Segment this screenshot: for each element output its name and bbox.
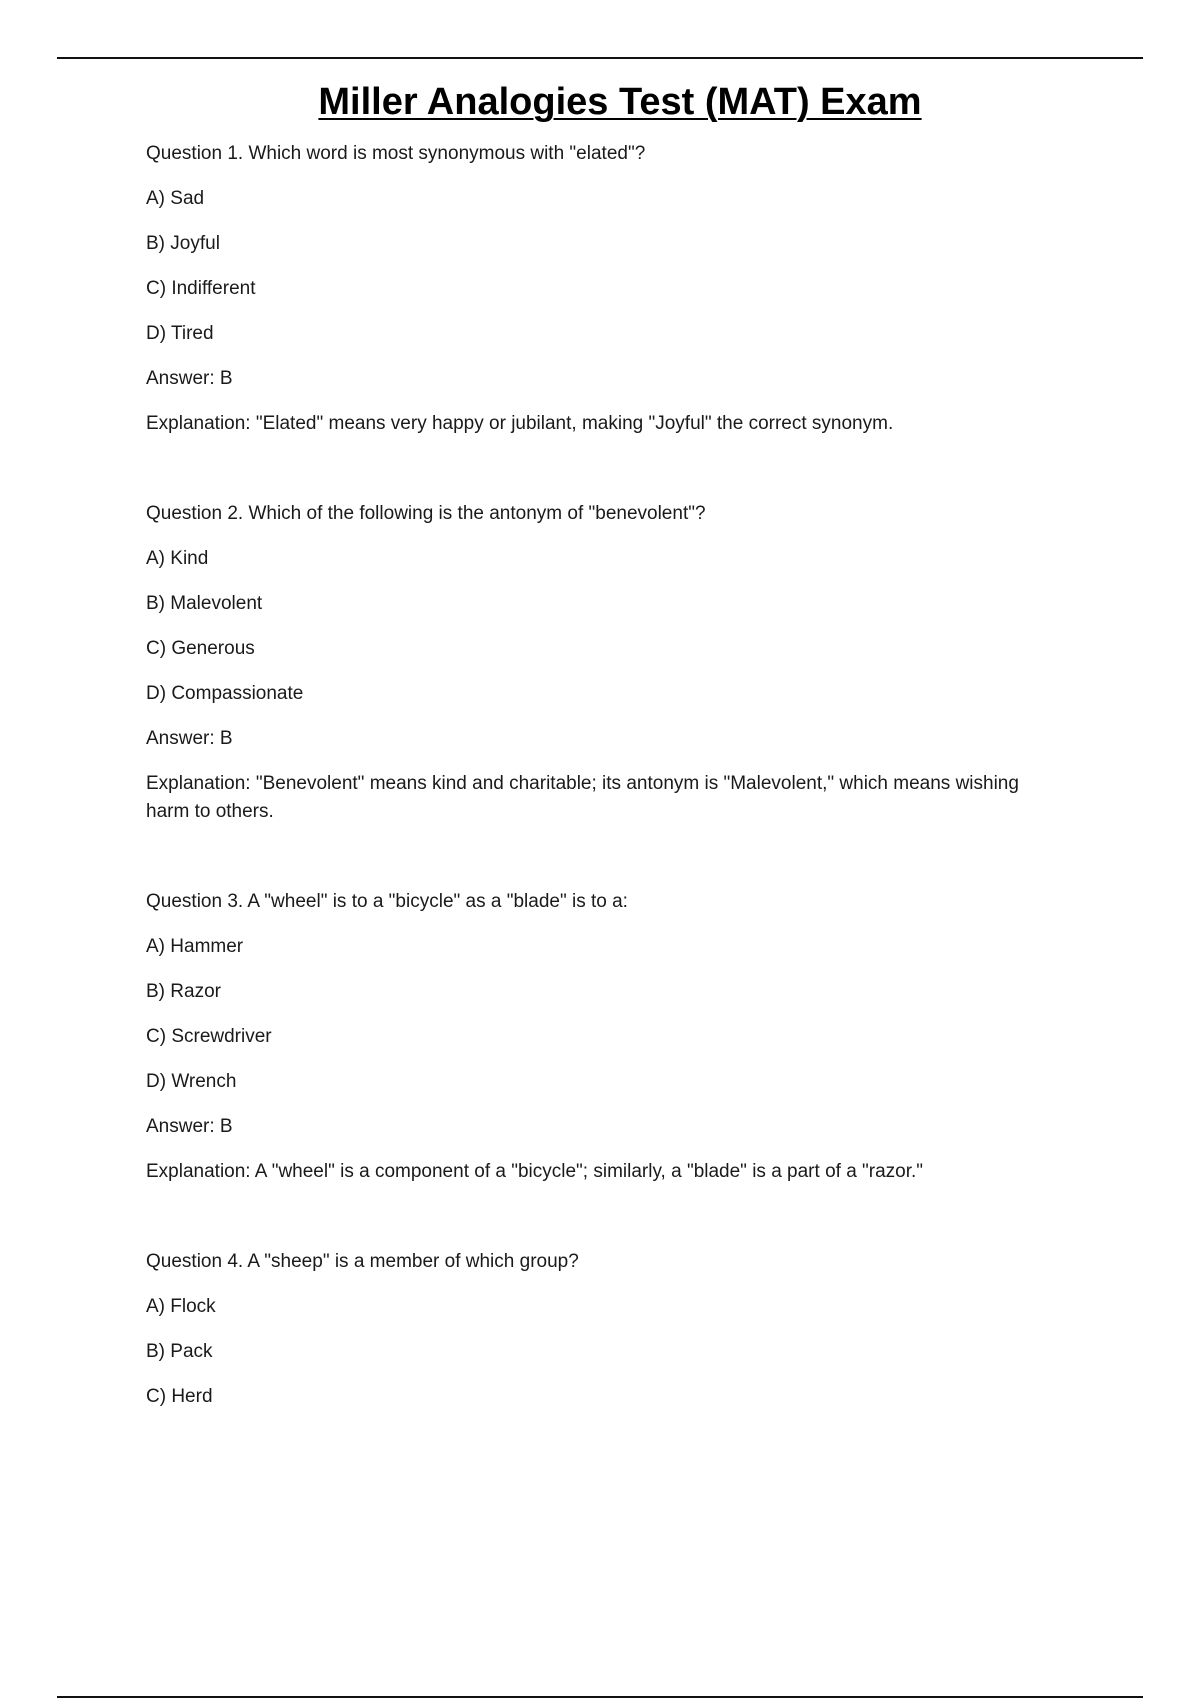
option-a: A) Hammer [146, 936, 244, 957]
page-title [0, 76, 1200, 128]
question-text: Question 3. A "wheel" is to a "bicycle" as a "blade" is to a: [146, 891, 628, 912]
explanation: Explanation: "Elated" means very happy or jubilant, making "Joyful" the correct synonym. [146, 413, 894, 434]
section-gap [146, 1186, 1066, 1248]
question-text: Question 1. Which word is most synonymous with "elated"? [146, 143, 646, 164]
option-d: D) Compassionate [146, 683, 304, 704]
option-d: D) Wrench [146, 1071, 237, 1092]
option-b: B) Joyful [146, 233, 220, 254]
question-4 [146, 1248, 1066, 1411]
option-b: B) Razor [146, 981, 221, 1002]
option-d: D) Tired [146, 323, 214, 344]
option-b: B) Pack [146, 1341, 213, 1362]
option-a: A) Sad [146, 188, 205, 209]
option-c: C) Generous [146, 638, 255, 659]
answer: Answer: B [146, 728, 233, 749]
question-text: Question 2. Which of the following is the antonym of "benevolent"? [146, 503, 706, 524]
section-gap [146, 826, 1066, 888]
bottom-rule [57, 1696, 1143, 1698]
section-gap [146, 438, 1066, 500]
option-c: C) Screwdriver [146, 1026, 272, 1047]
option-b: B) Malevolent [146, 593, 263, 614]
answer: Answer: B [146, 1116, 233, 1137]
question-2 [146, 500, 1066, 826]
option-c: C) Herd [146, 1386, 213, 1407]
question-list [146, 140, 1066, 1428]
page-title-text: Miller Analogies Test (MAT) Exam [318, 81, 922, 123]
option-a: A) Kind [146, 548, 209, 569]
option-a: A) Flock [146, 1296, 216, 1317]
answer: Answer: B [146, 368, 233, 389]
option-c: C) Indifferent [146, 278, 256, 299]
top-rule [57, 57, 1143, 59]
question-1 [146, 140, 1066, 438]
question-3 [146, 888, 1066, 1186]
question-text: Question 4. A "sheep" is a member of which group? [146, 1251, 579, 1272]
explanation: Explanation: A "wheel" is a component of a "bicycle"; similarly, a "blade" is a part of a "razor." [146, 1161, 924, 1182]
explanation: Explanation: "Benevolent" means kind and charitable; its antonym is "Malevolent," which means wishing harm to others. [146, 773, 1019, 822]
